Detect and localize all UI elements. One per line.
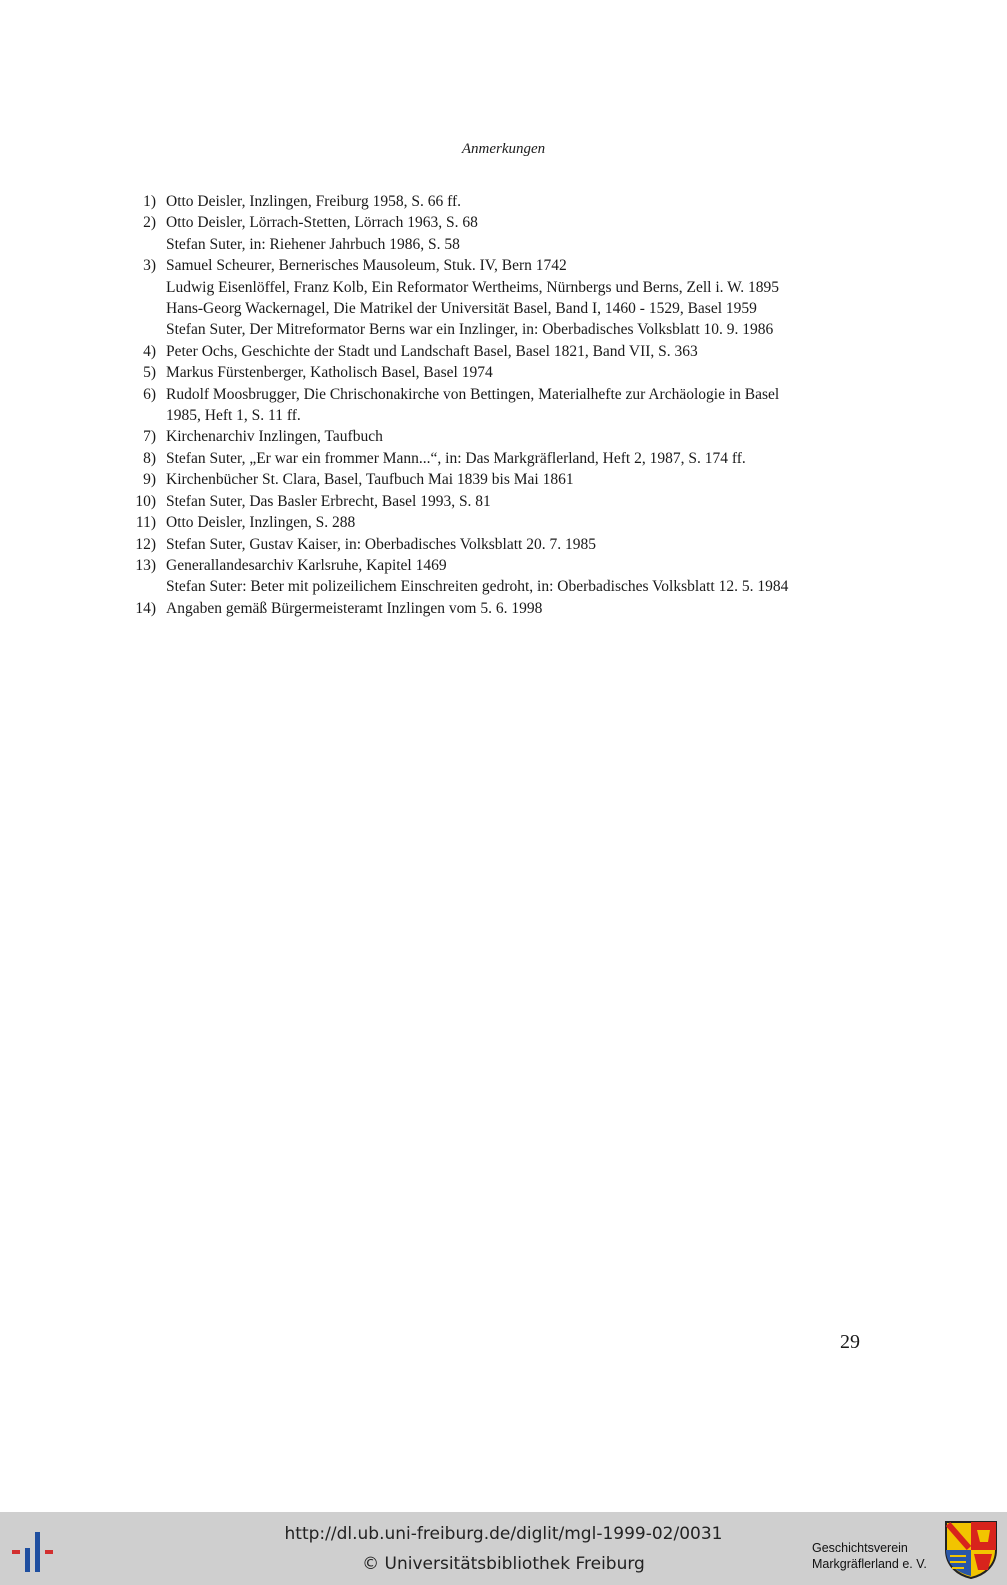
page-number: 29 [840, 1331, 860, 1353]
endnote-item [120, 598, 890, 619]
endnote-text [166, 555, 890, 598]
endnotes-list [120, 191, 890, 619]
endnote-item [120, 362, 890, 383]
permalink-url[interactable]: http://dl.ub.uni-freiburg.de/diglit/mgl-1999-02/0031 [284, 1524, 723, 1544]
endnote-line: Otto Deisler, Lörrach-Stetten, Lörrach 1963, S. 68 [166, 214, 478, 232]
endnote-line: Stefan Suter, Der Mitreformator Berns war ein Inzlinger, in: Oberbadisches Volksblatt 10. 9. 1986 [166, 321, 774, 339]
endnote-item [120, 534, 890, 555]
endnote-line: Angaben gemäß Bürgermeisteramt Inzlingen vom 5. 6. 1998 [166, 599, 543, 617]
endnote-item [120, 341, 890, 362]
endnote-text [166, 212, 890, 255]
endnote-number: 11) [135, 514, 156, 532]
endnote-text [166, 362, 890, 383]
society-name-line1: Geschichtsverein [812, 1541, 908, 1555]
endnote-number: 6) [143, 385, 156, 403]
endnote-line: Ludwig Eisenlöffel, Franz Kolb, Ein Reformator Wertheims, Nürnbergs und Berns, Zell i. W. 1895 [166, 278, 780, 296]
endnote-line: Otto Deisler, Inzlingen, Freiburg 1958, S. 66 ff. [166, 193, 461, 210]
society-name [812, 1540, 927, 1572]
endnote-text [166, 469, 890, 490]
endnote-line: Stefan Suter, Das Basler Erbrecht, Basel 1993, S. 81 [166, 492, 491, 510]
endnote-line: Samuel Scheurer, Bernerisches Mausoleum, Stuk. IV, Bern 1742 [166, 257, 567, 275]
viewer-footer [0, 1512, 1007, 1585]
endnote-text [166, 191, 890, 212]
endnote-number: 9) [143, 471, 156, 489]
endnote-item [120, 491, 890, 512]
society-name-line2: Markgräflerland e. V. [812, 1557, 927, 1571]
endnote-text [166, 598, 890, 619]
endnote-line: Rudolf Moosbrugger, Die Chrischonakirche von Bettingen, Materialhefte zur Archäologie in Basel [166, 385, 780, 403]
page-heading: Anmerkungen [461, 141, 546, 157]
endnote-item [120, 448, 890, 469]
endnote-line: Stefan Suter, Gustav Kaiser, in: Oberbadisches Volksblatt 20. 7. 1985 [166, 535, 596, 553]
endnote-item [120, 191, 890, 212]
endnote-item [120, 426, 890, 447]
endnote-text [166, 534, 890, 555]
endnote-number: 10) [135, 492, 156, 510]
endnote-text [166, 255, 890, 341]
endnote-line: Peter Ochs, Geschichte der Stadt und Landschaft Basel, Basel 1821, Band VII, S. 363 [166, 342, 698, 360]
endnote-number: 1) [143, 193, 156, 210]
endnote-number: 8) [143, 449, 156, 467]
endnote-line: Kirchenarchiv Inzlingen, Taufbuch [166, 428, 383, 446]
endnote-item [120, 212, 890, 255]
endnote-line: Hans-Georg Wackernagel, Die Matrikel der Universität Basel, Band I, 1460 - 1529, Basel 1959 [166, 300, 757, 318]
endnote-line: Stefan Suter, „Er war ein frommer Mann...“, in: Das Markgräflerland, Heft 2, 1987, S. 174 ff. [166, 449, 746, 467]
endnote-text [166, 426, 890, 447]
endnote-item [120, 555, 890, 598]
endnote-line: 1985, Heft 1, S. 11 ff. [166, 407, 301, 425]
endnote-item [120, 512, 890, 533]
endnote-number: 5) [143, 364, 156, 382]
endnote-line: Stefan Suter, in: Riehener Jahrbuch 1986, S. 58 [166, 235, 460, 253]
endnote-item [120, 255, 890, 341]
endnote-line: Stefan Suter: Beter mit polizeilichem Einschreiten gedroht, in: Oberbadisches Volksblatt 12. 5. 1984 [166, 578, 789, 596]
endnote-number: 14) [135, 599, 156, 617]
endnote-line: Kirchenbücher St. Clara, Basel, Taufbuch Mai 1839 bis Mai 1861 [166, 471, 574, 489]
endnote-text [166, 448, 890, 469]
endnote-number: 2) [143, 214, 156, 232]
endnote-item [120, 469, 890, 490]
endnote-line: Markus Fürstenberger, Katholisch Basel, Basel 1974 [166, 364, 493, 382]
endnote-text [166, 512, 890, 533]
endnote-number: 13) [135, 556, 156, 574]
endnote-item [120, 384, 890, 427]
endnote-number: 12) [135, 535, 156, 553]
endnote-line: Otto Deisler, Inzlingen, S. 288 [166, 514, 356, 532]
coat-of-arms-icon [944, 1520, 998, 1580]
endnote-text [166, 491, 890, 512]
endnote-number: 3) [143, 257, 156, 275]
endnote-text [166, 341, 890, 362]
endnote-number: 7) [143, 428, 156, 446]
endnote-line: Generallandesarchiv Karlsruhe, Kapitel 1469 [166, 556, 447, 574]
copyright-notice: © Universitätsbibliothek Freiburg [362, 1554, 645, 1574]
endnote-text [166, 384, 890, 427]
endnote-number: 4) [143, 342, 156, 360]
